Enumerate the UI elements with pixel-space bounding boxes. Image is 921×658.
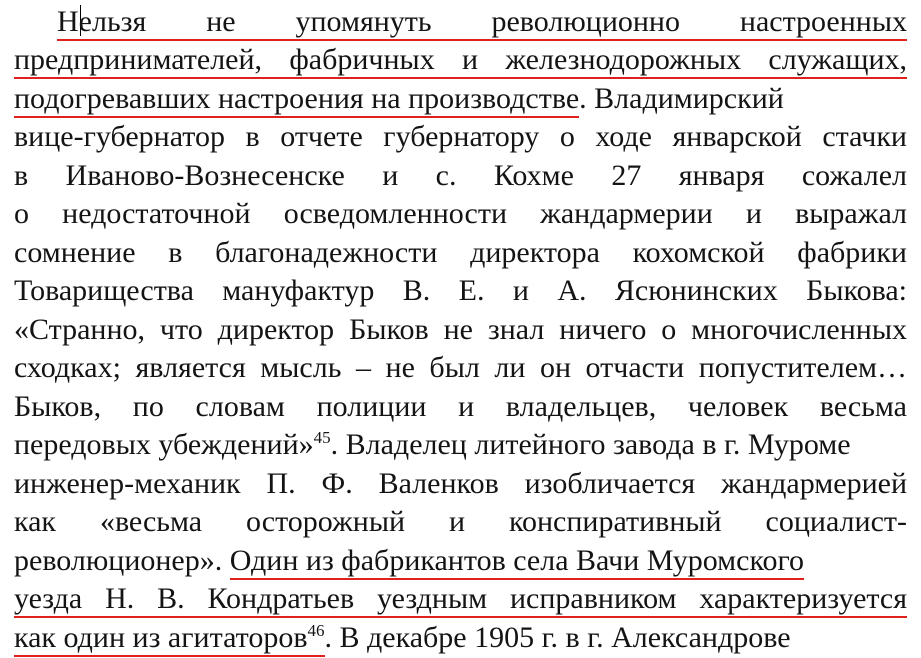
underlined-span: предпринимателей, фабричных и железнодорожных служащих, (14, 43, 907, 79)
underlined-span: уезда Н. В. Кондратьев уездным исправником характеризуется (14, 582, 907, 618)
text-line-3: подогревавших настроения на производстве. Владимирский (14, 80, 907, 117)
text-line-17: как один из агитаторов$^{46}$. В декабре 1905 г. в г. Александрове (14, 619, 907, 656)
text-line-6: о недостаточной осведомленности жандармерии и выражал (14, 197, 907, 230)
text-line-12: передовых убеждений»$^{45}$. Владелец литейного завода в г. Муроме (14, 428, 851, 461)
text-line-16 (14, 580, 907, 617)
text-line-14: как «весьма осторожный и конспиративный социалист- (14, 505, 907, 538)
underlined-span: подогревавших настроения на производстве (14, 82, 579, 118)
text-line-5: в Иваново-Вознесенске и с. Кохме 27 января сожалел (14, 159, 907, 192)
text-line-1 (57, 3, 907, 40)
text-line-11: Быков, по словам полиции и владельцев, человек весьма (14, 390, 907, 423)
text-line-7: сомнение в благонадежности директора кохомской фабрики (14, 236, 907, 269)
underlined-span: как один из агитаторов$^{46}$ (14, 621, 325, 657)
text-line-9: «Странно, что директор Быков не знал ничего о многочисленных (14, 313, 907, 346)
text-line-4: вице-губернатор в отчете губернатору о ходе январской стачки (14, 120, 907, 153)
text-line-2 (14, 41, 907, 78)
text-line-8: Товарищества мануфактур В. Е. и А. Ясюнинских Быкова: (14, 274, 907, 307)
footnote-ref-45[interactable]: 45 (313, 428, 331, 447)
underlined-span: Нельзя не упомянуть революционно настроенных (57, 5, 907, 41)
underlined-span: Один из фабрикантов села Вачи Муромского (230, 544, 804, 580)
footnote-ref-46[interactable]: 46 (307, 621, 325, 640)
text-line-10: сходках; является мысль – не был ли он отчасти попустителем… (14, 351, 907, 384)
text-line-15: революционер». Один из фабрикантов села Вачи Муромского (14, 542, 907, 579)
text-line-13: инженер-механик П. Ф. Валенков изобличается жандармерией (14, 467, 907, 500)
